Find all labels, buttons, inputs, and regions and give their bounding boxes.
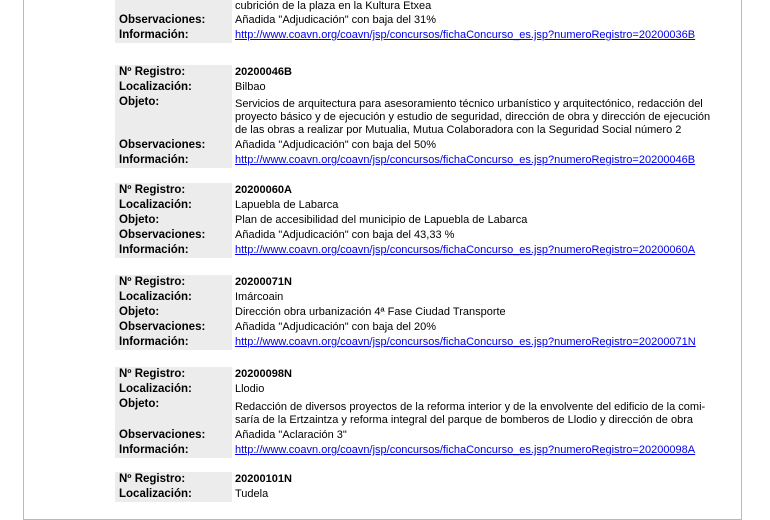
value-observaciones: Añadida "Aclaración 3" bbox=[235, 429, 347, 441]
label-informacion: Información: bbox=[115, 28, 232, 43]
label-localizacion: Localización: bbox=[115, 290, 232, 305]
value-registro: 20200046B bbox=[235, 66, 292, 78]
label-registro: Nº Registro: bbox=[115, 183, 232, 198]
value-registro: 20200071N bbox=[235, 276, 292, 288]
entry-20200098N bbox=[115, 367, 725, 458]
value-objeto: Redacción de diversos proyectos de la reforma interior y de la envolvente del edificio de la comi-saría de la Ertzaintza y reforma integral del parque de bomberos de Llodio y dirección de obra bbox=[235, 401, 706, 426]
label-objeto: Objeto: bbox=[115, 95, 232, 138]
label-observaciones: Observaciones: bbox=[115, 228, 232, 243]
value-localizacion: Bilbao bbox=[235, 81, 266, 93]
label-localizacion: Localización: bbox=[115, 198, 232, 213]
entry-partial bbox=[115, 0, 725, 43]
label-informacion: Información: bbox=[115, 243, 232, 258]
value-localizacion: Imárcoain bbox=[235, 291, 284, 303]
label-informacion: Información: bbox=[115, 153, 232, 168]
value-objeto: Dirección obra urbanización 4ª Fase Ciudad Transporte bbox=[235, 306, 506, 318]
informacion-link[interactable]: http://www.coavn.org/coavn/jsp/concursos/fichaConcurso_es.jsp?numeroRegistro=20200060A bbox=[235, 244, 696, 256]
value-informacion bbox=[235, 153, 725, 168]
row-observaciones bbox=[115, 13, 725, 28]
value-observaciones: Añadida "Adjudicación" con baja del 43,33 % bbox=[235, 229, 455, 241]
value-registro: 20200098N bbox=[235, 368, 292, 380]
entry-20200101N bbox=[115, 472, 725, 502]
informacion-link[interactable]: http://www.coavn.org/coavn/jsp/concursos/fichaConcurso_es.jsp?numeroRegistro=20200071N bbox=[235, 336, 696, 348]
row-informacion bbox=[115, 28, 725, 43]
document-page bbox=[23, 0, 742, 520]
value-objeto: Servicios de arquitectura para asesoramiento técnico urbanístico y arquitectónico, redacción del proyecto básico y de ejecución y estudio de seguridad, dirección de obra y dirección de ejecución de las obras a realizar por Mutualia, Mutua Colaboradora con la Seguridad Social número 2 bbox=[235, 98, 711, 136]
label-observaciones: Observaciones: bbox=[115, 320, 232, 335]
entry-20200071N bbox=[115, 275, 725, 350]
label-informacion: Información: bbox=[115, 335, 232, 350]
value-registro: 20200060A bbox=[235, 184, 292, 196]
label-observaciones: Observaciones: bbox=[115, 13, 232, 28]
value-observaciones: Añadida "Adjudicación" con baja del 50% bbox=[235, 139, 437, 151]
informacion-link[interactable]: http://www.coavn.org/coavn/jsp/concursos/fichaConcurso_es.jsp?numeroRegistro=20200036B bbox=[235, 29, 696, 41]
label-objeto: Objeto: bbox=[115, 397, 232, 428]
value-informacion bbox=[235, 335, 725, 350]
value-objeto: cubrición de la plaza en la Kultura Etxea bbox=[235, 0, 432, 12]
value-informacion bbox=[235, 443, 725, 458]
label-localizacion: Localización: bbox=[115, 382, 232, 397]
label-registro: Nº Registro: bbox=[115, 275, 232, 290]
label-observaciones: Observaciones: bbox=[115, 428, 232, 443]
label-observaciones: Observaciones: bbox=[115, 138, 232, 153]
value-observaciones: Añadida "Adjudicación" con baja del 20% bbox=[235, 321, 437, 333]
informacion-link[interactable]: http://www.coavn.org/coavn/jsp/concursos/fichaConcurso_es.jsp?numeroRegistro=20200046B bbox=[235, 154, 696, 166]
label-localizacion: Localización: bbox=[115, 80, 232, 95]
label-localizacion: Localización: bbox=[115, 487, 232, 502]
label-registro: Nº Registro: bbox=[115, 472, 232, 487]
row-objeto bbox=[115, 0, 725, 13]
value-informacion bbox=[235, 243, 725, 258]
label-objeto bbox=[115, 0, 232, 13]
value-informacion bbox=[235, 28, 725, 43]
entry-20200046B bbox=[115, 65, 725, 168]
value-objeto: Plan de accesibilidad del municipio de Lapuebla de Labarca bbox=[235, 214, 528, 226]
value-localizacion: Lapuebla de Labarca bbox=[235, 199, 339, 211]
label-informacion: Información: bbox=[115, 443, 232, 458]
label-registro: Nº Registro: bbox=[115, 367, 232, 382]
label-registro: Nº Registro: bbox=[115, 65, 232, 80]
informacion-link[interactable]: http://www.coavn.org/coavn/jsp/concursos/fichaConcurso_es.jsp?numeroRegistro=20200098A bbox=[235, 444, 696, 456]
value-registro: 20200101N bbox=[235, 473, 292, 485]
entry-20200060A bbox=[115, 183, 725, 258]
value-localizacion: Tudela bbox=[235, 488, 269, 500]
value-observaciones: Añadida "Adjudicación" con baja del 31% bbox=[235, 14, 437, 26]
label-objeto: Objeto: bbox=[115, 213, 232, 228]
value-localizacion: Llodio bbox=[235, 383, 265, 395]
label-objeto: Objeto: bbox=[115, 305, 232, 320]
